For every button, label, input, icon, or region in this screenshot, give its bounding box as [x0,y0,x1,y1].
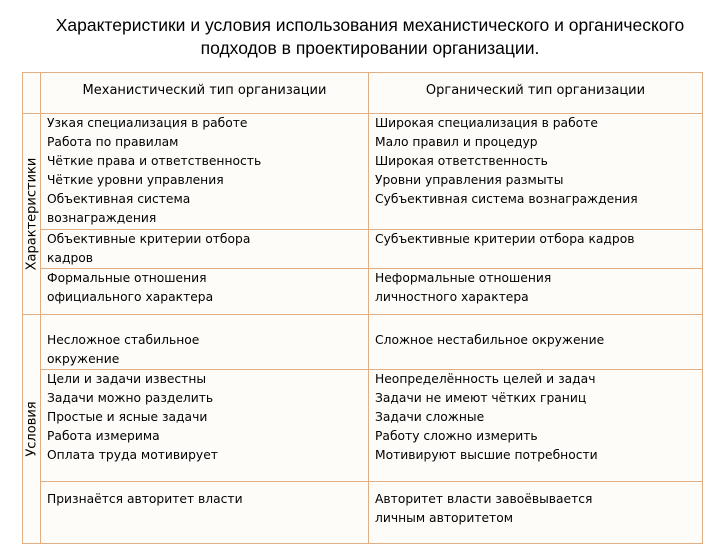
column-header-organic: Органический тип организации [369,73,703,114]
section-label-conditions: Условия [24,401,39,457]
table-row [23,114,703,230]
table-row [23,230,703,269]
mechanistic-cell: Объективные критерии отбора кадров [41,230,369,269]
table-header-row [23,73,703,114]
mechanistic-cell: Цели и задачи известны Задачи можно разделить Простые и ясные задачи Работа измерима Оплата труда мотивирует [41,370,369,482]
table-row [23,315,703,370]
comparison-table [22,72,703,544]
header-corner-cell [23,73,41,114]
section-label-characteristics-cell [23,114,41,315]
table-row [23,482,703,544]
mechanistic-cell: Несложное стабильное окружение [41,315,369,370]
organic-cell: Субъективные критерии отбора кадров [369,230,703,269]
organic-cell: Сложное нестабильное окружение [369,315,703,370]
section-label-characteristics: Характеристики [24,157,39,271]
page-title: Характеристики и условия использования механистического и органического подходов в проектировании организации. [55,15,685,58]
organic-cell: Авторитет власти завоёвывается личным авторитетом [369,482,703,544]
section-label-conditions-cell [23,315,41,544]
organic-cell: Неопределённость целей и задач Задачи не имеют чётких границ Задачи сложные Работу сложно измерить Мотивируют высшие потребности [369,370,703,482]
organic-cell: Неформальные отношения личностного характера [369,269,703,315]
table-row [23,269,703,315]
mechanistic-cell: Узкая специализация в работе Работа по правилам Чёткие права и ответственность Чёткие уровни управления Объективная система вознаграждения [41,114,369,230]
mechanistic-cell: Формальные отношения официального характера [41,269,369,315]
organic-cell: Широкая специализация в работе Мало правил и процедур Широкая ответственность Уровни управления размыты Субъективная система вознаграждения [369,114,703,230]
column-header-mechanistic: Механистический тип организации [41,73,369,114]
table-row [23,370,703,482]
mechanistic-cell: Признаётся авторитет власти [41,482,369,544]
